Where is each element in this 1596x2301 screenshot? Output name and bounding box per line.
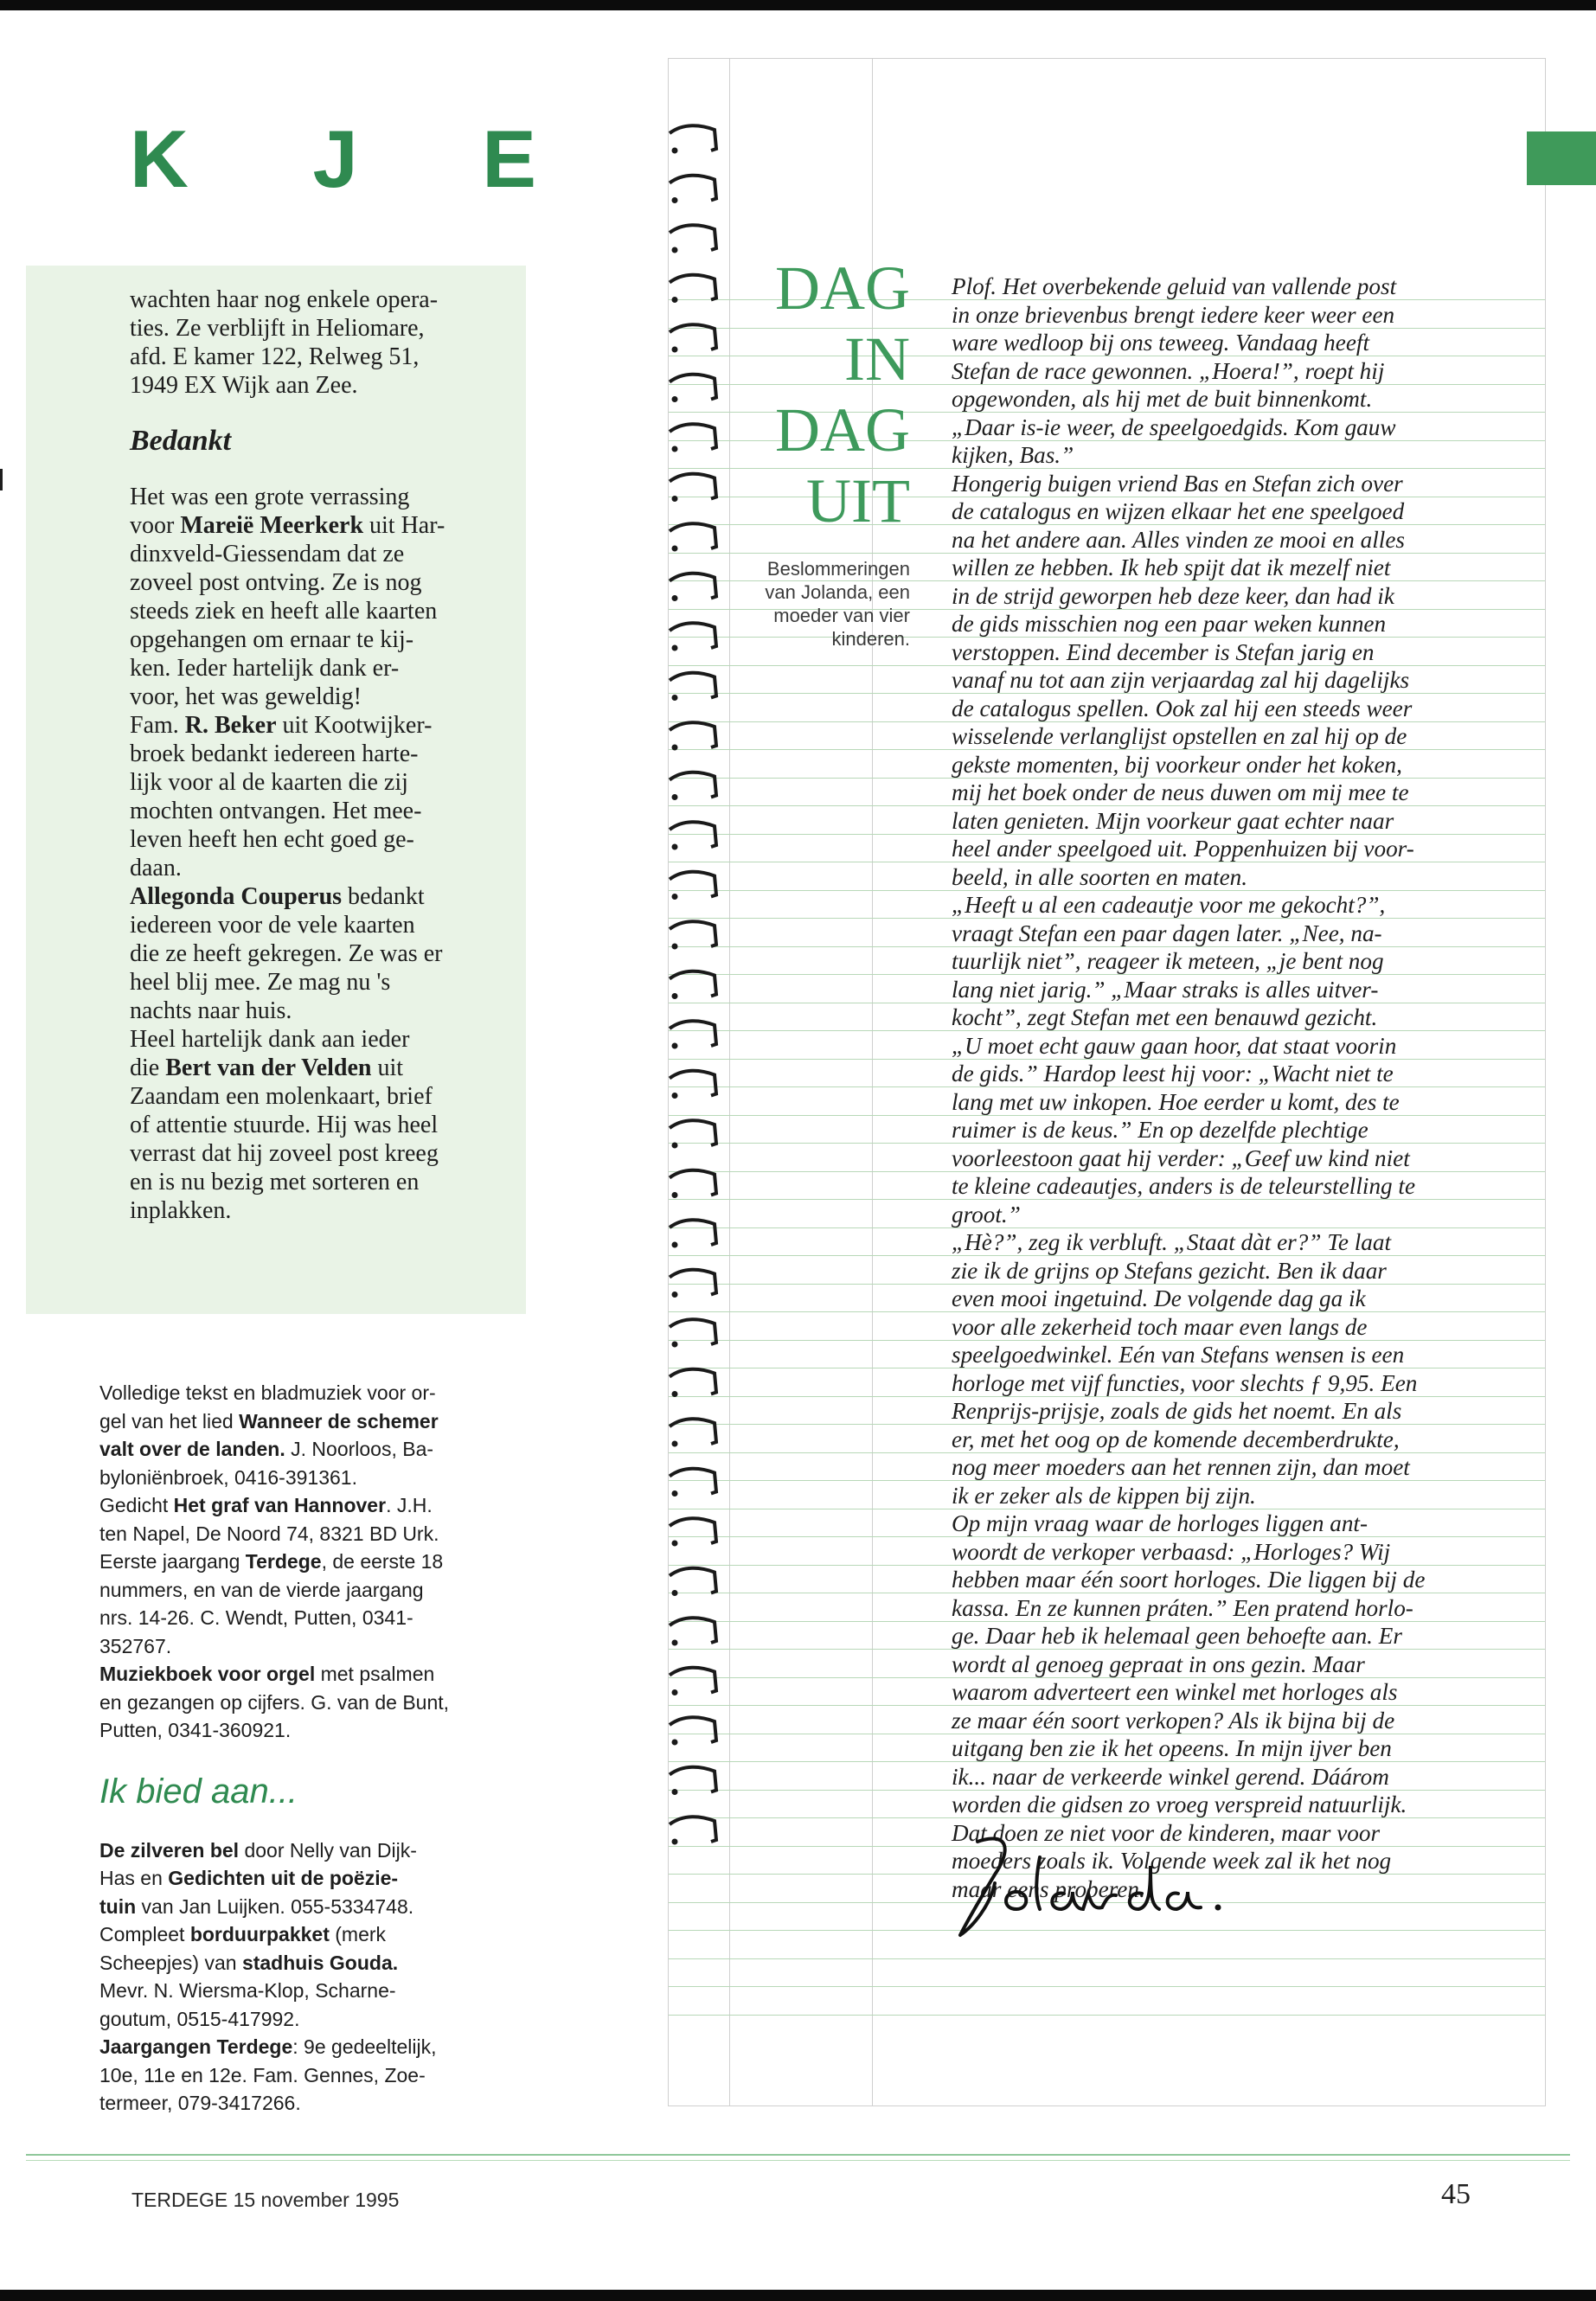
story-line: nog meer moeders aan het rennen zijn, dan moet (952, 1454, 1410, 1480)
spiral-ring (670, 772, 716, 800)
spiral-ring (670, 324, 716, 352)
classified-ad: Jaargangen Terdege: 9e gedeeltelijk, 10e, 11e en 12e. Fam. Gennes, Zoe- termeer, 079-3417266. (99, 2035, 437, 2114)
story-line: er, met het oog op de komende decemberdrukte, (952, 1426, 1400, 1452)
story-line: „Hè?”, zeg ik verbluft. „Staat dàt er?” Te laat (952, 1229, 1392, 1255)
spiral-ring (670, 921, 716, 949)
story-line: voorleestoon gaat hij verder: „Geef uw kind niet (952, 1144, 1410, 1171)
spiral-ring (670, 1518, 716, 1546)
spiral-ring (670, 1618, 716, 1645)
story-line: moeders zoals ik. Volgende week zal ik het nog (952, 1848, 1392, 1874)
spiral-ring (670, 1419, 716, 1446)
classified-ad: Muziekboek voor orgel met psalmen en gezangen op cijfers. G. van de Bunt, Putten, 0341-360921. (99, 1663, 450, 1741)
spiral-ring (670, 1170, 716, 1198)
story-line: ze maar één soort verkopen? Als ik bijna bij de (952, 1707, 1395, 1734)
ik-bied-aan-heading: Ik bied aan... (99, 1772, 298, 1811)
header-letter: J (312, 113, 358, 204)
story-line: ruimer is de keus.” En op dezelfde plechtige (952, 1117, 1368, 1143)
story-line: waarom adverteert een winkel met horloges als (952, 1679, 1398, 1705)
spiral-ring (670, 722, 716, 750)
story-line: de catalogus en wijzen elkaar het ene speelgoed (952, 498, 1405, 524)
story-line: Renprijs-prijsje, zoals de gids het noemt. En als (952, 1398, 1402, 1424)
story-line: de gids misschien nog een paar weken kunnen (952, 611, 1387, 637)
bedankt-heading: Bedankt (130, 425, 232, 457)
ruled-line (669, 1986, 1545, 1987)
story-line: na het andere aan. Alles vinden ze mooi en alles (952, 526, 1406, 553)
spiral-ring (670, 275, 716, 303)
story-line: mij het boek onder de neus duwen om mij mee te (952, 779, 1409, 805)
ruled-line (669, 2015, 1545, 2016)
story-line: ware wedloop bij ons teweeg. Vandaag heeft (952, 330, 1370, 356)
intro-paragraph: wachten haar nog enkele opera- ties. Ze verblijft in Heliomare, afd. E kamer 122, Relweg 51, 1949 EX Wijk aan Zee. (130, 286, 439, 399)
spiral-ring (670, 424, 716, 452)
thanks-paragraph: Fam. R. Beker uit Kootwijker- broek bedankt iedereen harte- lijk voor al de kaarten die zij mochten ontvangen. Het mee- leven heeft hen echt goed ge- daan. (130, 712, 433, 881)
spiral-ring (670, 971, 716, 999)
footer-rule (26, 2160, 1570, 2161)
story-line: willen ze hebben. Ik heb spijt dat ik mezelf niet (952, 554, 1391, 580)
classified-ad: Gedicht Het graf van Hannover. J.H. ten Napel, De Noord 74, 8321 BD Urk. (99, 1494, 439, 1545)
thanks-paragraph: Allegonda Couperus bedankt iedereen voor de vele kaarten die ze heeft gekregen. Ze was er heel blij mee. Ze mag nu 's nachts naar huis. (130, 883, 443, 1024)
story-line: ge. Daar heb ik helemaal geen behoefte aan. Er (952, 1623, 1402, 1649)
spiral-ring (670, 474, 716, 502)
story-line: heel ander speelgoed uit. Poppenhuizen bij voor- (952, 836, 1414, 862)
story-line: gekste momenten, bij voorkeur onder het koken, (952, 751, 1402, 778)
spiral-ring (670, 574, 716, 601)
margin-rule (729, 59, 730, 2106)
title-word: DAG (775, 253, 910, 323)
story-line: zie ik de grijns op Stefans gezicht. Ben ik daar (952, 1257, 1387, 1284)
header-letter: E (482, 113, 536, 204)
spiral-binding (666, 121, 727, 1860)
spiral-ring (670, 623, 716, 651)
spiral-ring (670, 523, 716, 551)
story-line: Dat doen ze niet voor de kinderen, maar voor (952, 1819, 1381, 1846)
spiral-ring (670, 1767, 716, 1795)
story-line: „U moet echt gauw gaan hoor, dat staat voorin (952, 1032, 1397, 1059)
story-line: in onze brievenbus brengt iedere keer weer een (952, 301, 1395, 328)
header-letter: K (130, 113, 189, 204)
thanks-paragraph: Heel hartelijk dank aan ieder die Bert van der Velden uit Zaandam een molenkaart, brief of attentie stuurde. Hij was heel verrast dat hij zoveel post kreeg en is nu bezig met sorteren en inplakken. (130, 1026, 439, 1224)
footer-rule (26, 2154, 1570, 2156)
spiral-ring (670, 1717, 716, 1745)
story-line: beeld, in alle soorten en maten. (952, 863, 1248, 890)
spiral-ring (670, 1817, 716, 1844)
spiral-ring (670, 225, 716, 253)
title-word: UIT (806, 466, 910, 535)
spiral-ring (670, 822, 716, 849)
story-line: Plof. Het overbekende geluid van vallende post (952, 273, 1397, 299)
spiral-ring (670, 1220, 716, 1247)
story-line: ik... naar de verkeerde winkel gerend. Dáárom (952, 1763, 1389, 1790)
story-line: voor alle zekerheid toch maar even langs de (952, 1313, 1368, 1340)
story-line: maar eens proberen. (952, 1875, 1145, 1902)
story-line: uitgang ben zie ik het opeens. In mijn ijver ben (952, 1735, 1392, 1761)
story-line: te kleine cadeautjes, anders is de teleurstelling te (952, 1173, 1416, 1199)
story-line: groot.” (952, 1201, 1021, 1227)
spiral-ring (670, 375, 716, 402)
classified-ad: De zilveren bel door Nelly van Dijk- Has en Gedichten uit de poëzie- tuin van Jan Luijken. 055-5334748. (99, 1838, 417, 1918)
story-line: speelgoedwinkel. Eén van Stefans wensen is een (952, 1342, 1405, 1368)
story-line: vraagt Stefan een paar dagen later. „Nee, na- (952, 920, 1382, 946)
story-text (952, 272, 1522, 1903)
spiral-ring (670, 1120, 716, 1148)
title-word: IN (844, 324, 910, 394)
spiral-ring (670, 1668, 716, 1695)
spiral-ring (670, 872, 716, 900)
thanks-column (130, 285, 493, 1225)
title-word: DAG (775, 395, 910, 465)
story-line: Op mijn vraag waar de horloges liggen ant- (952, 1510, 1368, 1536)
story-line: hebben maar één soort horloges. Die liggen bij de (952, 1567, 1426, 1593)
section-header (130, 112, 536, 206)
story-line: lang met uw inkopen. Hoe eerder u komt, des te (952, 1088, 1400, 1115)
thanks-paragraph: Het was een grote verrassing voor Mareië Meerkerk uit Har- dinxveld-Giessendam dat ze zoveel post ontving. Ze is nog steeds ziek en heeft alle kaarten opgehangen om ernaar te kij- ken. Ieder hartelijk dank er- voor, het was geweldig! (130, 484, 445, 710)
classified-ad: Eerste jaargang Terdege, de eerste 18 nummers, en van de vierde jaargang nrs. 14-26. C. Wendt, Putten, 0341- 352767. (99, 1550, 444, 1657)
story-line: opgewonden, als hij met de buit binnenkomt. (952, 386, 1373, 412)
spiral-ring (670, 125, 716, 153)
story-line: woordt de verkoper verbaasd: „Horloges? Wij (952, 1538, 1391, 1565)
spiral-ring (670, 176, 716, 203)
story-line: verstoppen. Eind december is Stefan jarig en (952, 638, 1375, 665)
story-line: laten genieten. Mijn voorkeur gaat echter naar (952, 807, 1394, 834)
column-title (753, 253, 910, 536)
spiral-ring (670, 673, 716, 701)
spiral-ring (670, 1568, 716, 1596)
story-line: kijken, Bas.” (952, 442, 1074, 468)
classified-ad: Compleet borduurpakket (merk Scheepjes) van stadhuis Gouda. Mevr. N. Wiersma-Klop, Scharne- goutum, 0515-417992. (99, 1923, 399, 2030)
story-line: lang niet jarig.” „Maar straks is alles uitver- (952, 976, 1379, 1003)
story-line: „Heeft u al een cadeautje voor me gekocht?”, (952, 892, 1386, 918)
story-line: wordt al genoeg gepraat in ons gezin. Maar (952, 1650, 1365, 1677)
column-subtitle: Beslommeringen van Jolanda, een moeder van vier kinderen. (765, 558, 910, 650)
magazine-page (0, 10, 1596, 2290)
edge-mark (0, 469, 3, 490)
classifieds-column (99, 1379, 506, 2118)
classified-ad: Volledige tekst en bladmuziek voor or- gel van het lied Wanneer de schemer valt over de landen. J. Noorloos, Ba- byloniënbroek, 0416-391361. (99, 1381, 439, 1489)
spiral-ring (670, 1021, 716, 1048)
spiral-ring (670, 1270, 716, 1298)
footer-publication: TERDEGE 15 november 1995 (131, 2189, 400, 2211)
spiral-ring (670, 1469, 716, 1497)
story-line: even mooi ingetuind. De volgende dag ga ik (952, 1285, 1366, 1311)
story-line: de gids.” Hardop leest hij voor: „Wacht niet te (952, 1061, 1394, 1086)
green-edge-tab (1527, 131, 1596, 185)
story-line: kocht”, zegt Stefan met een benauwd gezicht. (952, 1004, 1378, 1030)
story-line: Hongerig buigen vriend Bas en Stefan zich over (952, 470, 1403, 497)
page-number: 45 (1441, 2178, 1471, 2210)
story-line: kassa. En ze kunnen práten.” Een pratend horlo- (952, 1594, 1413, 1621)
spiral-ring (670, 1319, 716, 1347)
story-line: „Daar is-ie weer, de speelgoedgids. Kom gauw (952, 413, 1396, 440)
spiral-ring (670, 1071, 716, 1099)
ruled-line (669, 1958, 1545, 1959)
story-line: horloge met vijf functies, voor slechts ƒ 9,95. Een (952, 1369, 1418, 1396)
story-line: tuurlijk niet”, reageer ik meteen, „je bent nog (952, 948, 1384, 974)
story-line: in de strijd geworpen heb deze keer, dan had ik (952, 582, 1394, 609)
story-line: wisselende verlanglijst opstellen en zal hij op de (952, 723, 1407, 749)
story-line: ik er zeker als de kippen bij zijn. (952, 1482, 1256, 1509)
story-line: worden die gidsen zo vroeg verspreid natuurlijk. (952, 1791, 1407, 1817)
story-line: Stefan de race gewonnen. „Hoera!”, roept hij (952, 357, 1385, 384)
spiral-ring (670, 1369, 716, 1397)
jolanda-signature (943, 1823, 1254, 1944)
story-line: vanaf nu tot aan zijn verjaardag zal hij dagelijks (952, 667, 1410, 693)
story-line: de catalogus spellen. Ook zal hij een steeds weer (952, 695, 1413, 721)
